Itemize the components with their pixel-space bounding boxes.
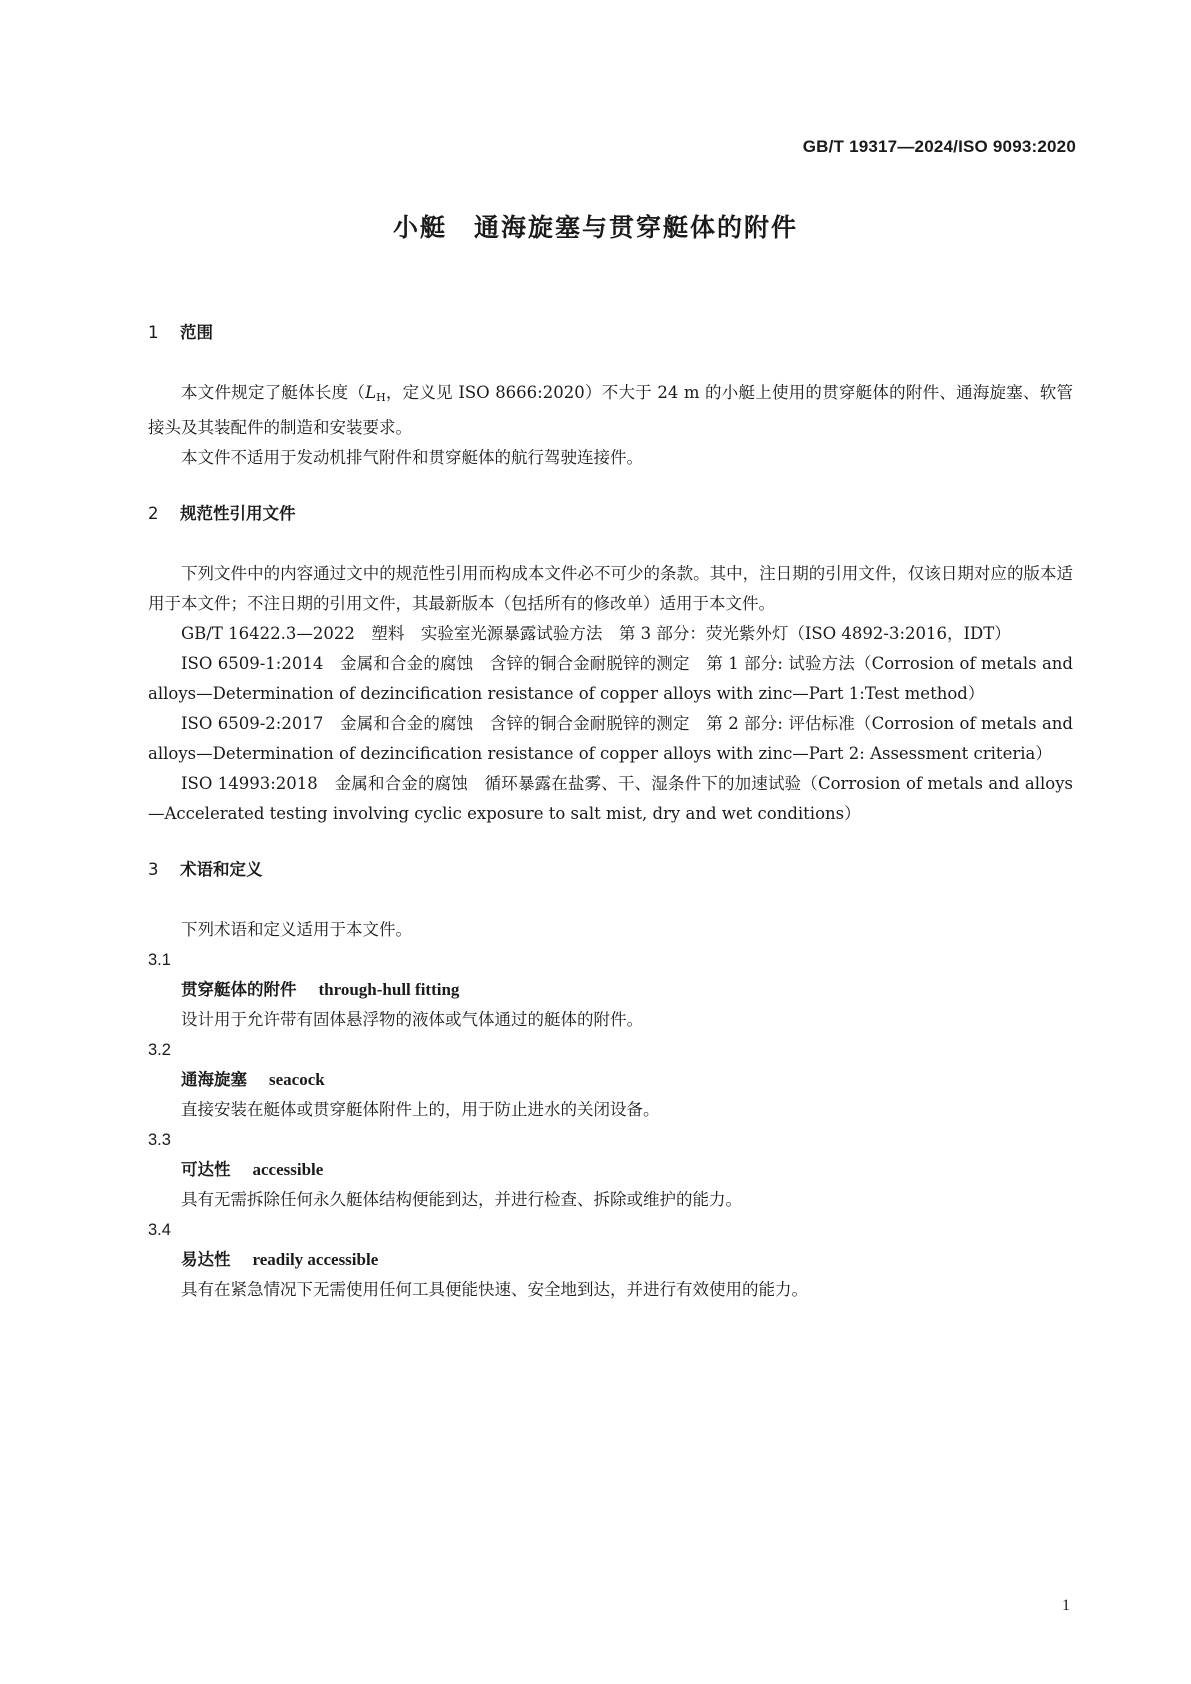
refs-intro: 下列文件中的内容通过文中的规范性引用而构成本文件必不可少的条款。其中，注日期的引用文件，仅该日期对应的版本适用于本文件；不注日期的引用文件，其最新版本（包括所有的修改单）适用于本文件。 — [148, 564, 1073, 613]
term-entry — [148, 945, 1073, 1035]
var-subscript: H — [376, 391, 386, 404]
term-name-en: accessible — [252, 1160, 324, 1179]
section-title: 术语和定义 — [180, 860, 263, 879]
term-name-zh: 易达性 — [181, 1250, 231, 1269]
term-definition: 具有在紧急情况下无需使用任何工具便能快速、安全地到达，并进行有效使用的能力。 — [181, 1280, 808, 1299]
page-number: 1 — [1062, 1597, 1070, 1614]
term-number: 3.1 — [148, 951, 171, 969]
section-3-heading — [148, 855, 1073, 885]
term-number: 3.4 — [148, 1221, 171, 1239]
term-name — [148, 1245, 1073, 1275]
term-name-en: seacock — [269, 1070, 325, 1089]
scope-p1-after: ，定义见 ISO 8666:2020）不大于 24 m 的小艇上使用的贯穿艇体的附件、通海旋塞、软管接头及其装配件的制造和安装要求。 — [148, 383, 1074, 437]
term-number: 3.2 — [148, 1041, 171, 1059]
term-name — [148, 1155, 1073, 1185]
reference-item: ISO 6509-1:2014 金属和合金的腐蚀 含锌的铜合金耐脱锌的测定 第 1 部分: 试验方法（Corrosion of metals and alloys—Determination of dezincification resistance of copper alloys with zinc—Part 1:Test method） — [148, 654, 1073, 703]
reference-item: ISO 14993:2018 金属和合金的腐蚀 循环暴露在盐雾、干、湿条件下的加速试验（Corrosion of metals and alloys—Accelerated testing involving cyclic exposure to salt mist, dry and wet conditions） — [148, 774, 1073, 823]
scope-paragraph-2: 本文件不适用于发动机排气附件和贯穿艇体的航行驾驶连接件。 — [181, 448, 643, 467]
term-entry — [148, 1035, 1073, 1125]
section-2-heading — [148, 499, 1073, 529]
var-L: L — [365, 383, 377, 402]
term-name-zh: 贯穿艇体的附件 — [181, 980, 297, 999]
terms-intro: 下列术语和定义适用于本文件。 — [181, 920, 412, 939]
term-entry — [148, 1125, 1073, 1215]
term-entry — [148, 1215, 1073, 1305]
term-name-en: through-hull fitting — [318, 980, 460, 999]
term-definition: 设计用于允许带有固体悬浮物的液体或气体通过的艇体的附件。 — [181, 1010, 643, 1029]
section-1-heading — [148, 318, 1073, 348]
scope-p1-before: 本文件规定了艇体长度（ — [181, 383, 366, 402]
section-number: 1 — [148, 323, 159, 342]
reference-item: GB/T 16422.3—2022 塑料 实验室光源暴露试验方法 第 3 部分：荧光紫外灯（ISO 4892-3:2016，IDT） — [181, 624, 1011, 643]
term-name-zh: 可达性 — [181, 1160, 231, 1179]
term-name-zh: 通海旋塞 — [181, 1070, 247, 1089]
section-number: 3 — [148, 860, 159, 879]
term-name — [148, 975, 1073, 1005]
scope-paragraph-1 — [148, 378, 1073, 443]
section-number: 2 — [148, 504, 159, 523]
term-name — [148, 1065, 1073, 1095]
term-definition: 直接安装在艇体或贯穿艇体附件上的，用于防止进水的关闭设备。 — [181, 1100, 660, 1119]
section-title: 范围 — [180, 323, 213, 342]
section-title: 规范性引用文件 — [180, 504, 296, 523]
document-title: 小艇 通海旋塞与贯穿艇体的附件 — [392, 213, 798, 242]
reference-item: ISO 6509-2:2017 金属和合金的腐蚀 含锌的铜合金耐脱锌的测定 第 2 部分: 评估标准（Corrosion of metals and alloys—Determination of dezincification resistance of copper alloys with zinc—Part 2: Assessment criteria） — [148, 714, 1073, 763]
term-definition: 具有无需拆除任何永久艇体结构便能到达，并进行检查、拆除或维护的能力。 — [181, 1190, 742, 1209]
standard-code: GB/T 19317—2024/ISO 9093:2020 — [802, 137, 1076, 156]
term-name-en: readily accessible — [252, 1250, 379, 1269]
document-body — [148, 318, 1073, 1305]
term-number: 3.3 — [148, 1131, 171, 1149]
